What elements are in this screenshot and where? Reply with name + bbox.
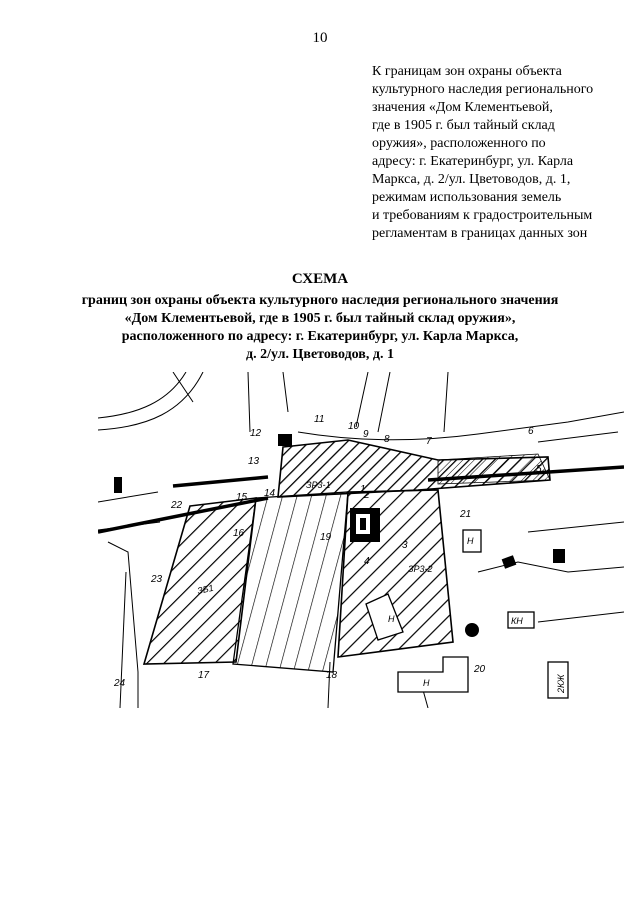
point-label: 20	[474, 664, 486, 675]
scheme-title	[0, 270, 640, 364]
appendix-line: адресу: г. Екатеринбург, ул. Карла	[372, 154, 574, 169]
point-label: 14	[264, 488, 276, 499]
point-label: 1	[360, 484, 366, 495]
point-label: 10	[348, 421, 360, 432]
appendix-line: культурного наследия регионального	[372, 82, 594, 97]
point-label: 7	[426, 436, 432, 447]
building-label: Н	[467, 536, 474, 546]
point-label: 2	[364, 490, 370, 501]
scheme-heading: СХЕМА	[291, 271, 349, 287]
point-label: 5	[536, 464, 542, 475]
scheme-title-line: границ зон охраны объекта культурного наследия регионального значения	[81, 293, 559, 308]
appendix-line: оружия», расположенного по	[372, 136, 546, 151]
zone-label: ЗР3-1	[306, 480, 331, 490]
point-label: 9	[363, 429, 369, 440]
point-label: 3	[402, 540, 408, 551]
appendix-line: К границам зон охраны объекта	[372, 64, 562, 79]
building-label: Н	[388, 614, 395, 624]
point-label: 19	[320, 532, 332, 543]
point-label: 12	[250, 428, 262, 439]
appendix-line: режимам использования земель	[372, 190, 562, 205]
appendix-reference	[372, 63, 634, 243]
point-label: 4	[364, 556, 370, 567]
appendix-line: где в 1905 г. был тайный склад	[372, 118, 555, 133]
point-label: 18	[326, 670, 338, 681]
page-number: 10	[312, 30, 328, 46]
point-label: 15	[236, 492, 248, 503]
appendix-line: Маркса, д. 2/ул. Цветоводов, д. 1,	[372, 172, 571, 187]
point-label: 8	[384, 434, 390, 445]
zone-label: ЗР3-2	[408, 564, 433, 574]
building-label: 2КЖ	[556, 674, 566, 693]
point-label: 6	[528, 426, 534, 437]
point-label: 17	[198, 670, 210, 681]
zone-label: ЗБ1	[196, 582, 215, 596]
point-label: 23	[151, 574, 163, 585]
point-label: 21	[460, 509, 472, 520]
building-label: КН	[511, 616, 523, 626]
appendix-line: и требованиям к градостроительным	[372, 208, 593, 223]
point-label: 22	[171, 500, 183, 511]
appendix-line: значения «Дом Клементьевой,	[372, 100, 553, 115]
scheme-title-line: д. 2/ул. Цветоводов, д. 1	[246, 347, 394, 362]
point-label: 24	[114, 678, 126, 689]
zone-map	[98, 372, 624, 708]
point-label: 16	[233, 528, 245, 539]
point-label: 13	[248, 456, 260, 467]
appendix-line: регламентам в границах данных зон	[372, 226, 588, 241]
zone-strip	[438, 454, 550, 484]
scheme-title-line: «Дом Клементьевой, где в 1905 г. был тайный склад оружия»,	[124, 311, 516, 326]
point-label: 11	[314, 414, 325, 425]
scheme-title-line: расположенного по адресу: г. Екатеринбург, ул. Карла Маркса,	[121, 329, 519, 344]
building-label: Н	[423, 678, 430, 688]
